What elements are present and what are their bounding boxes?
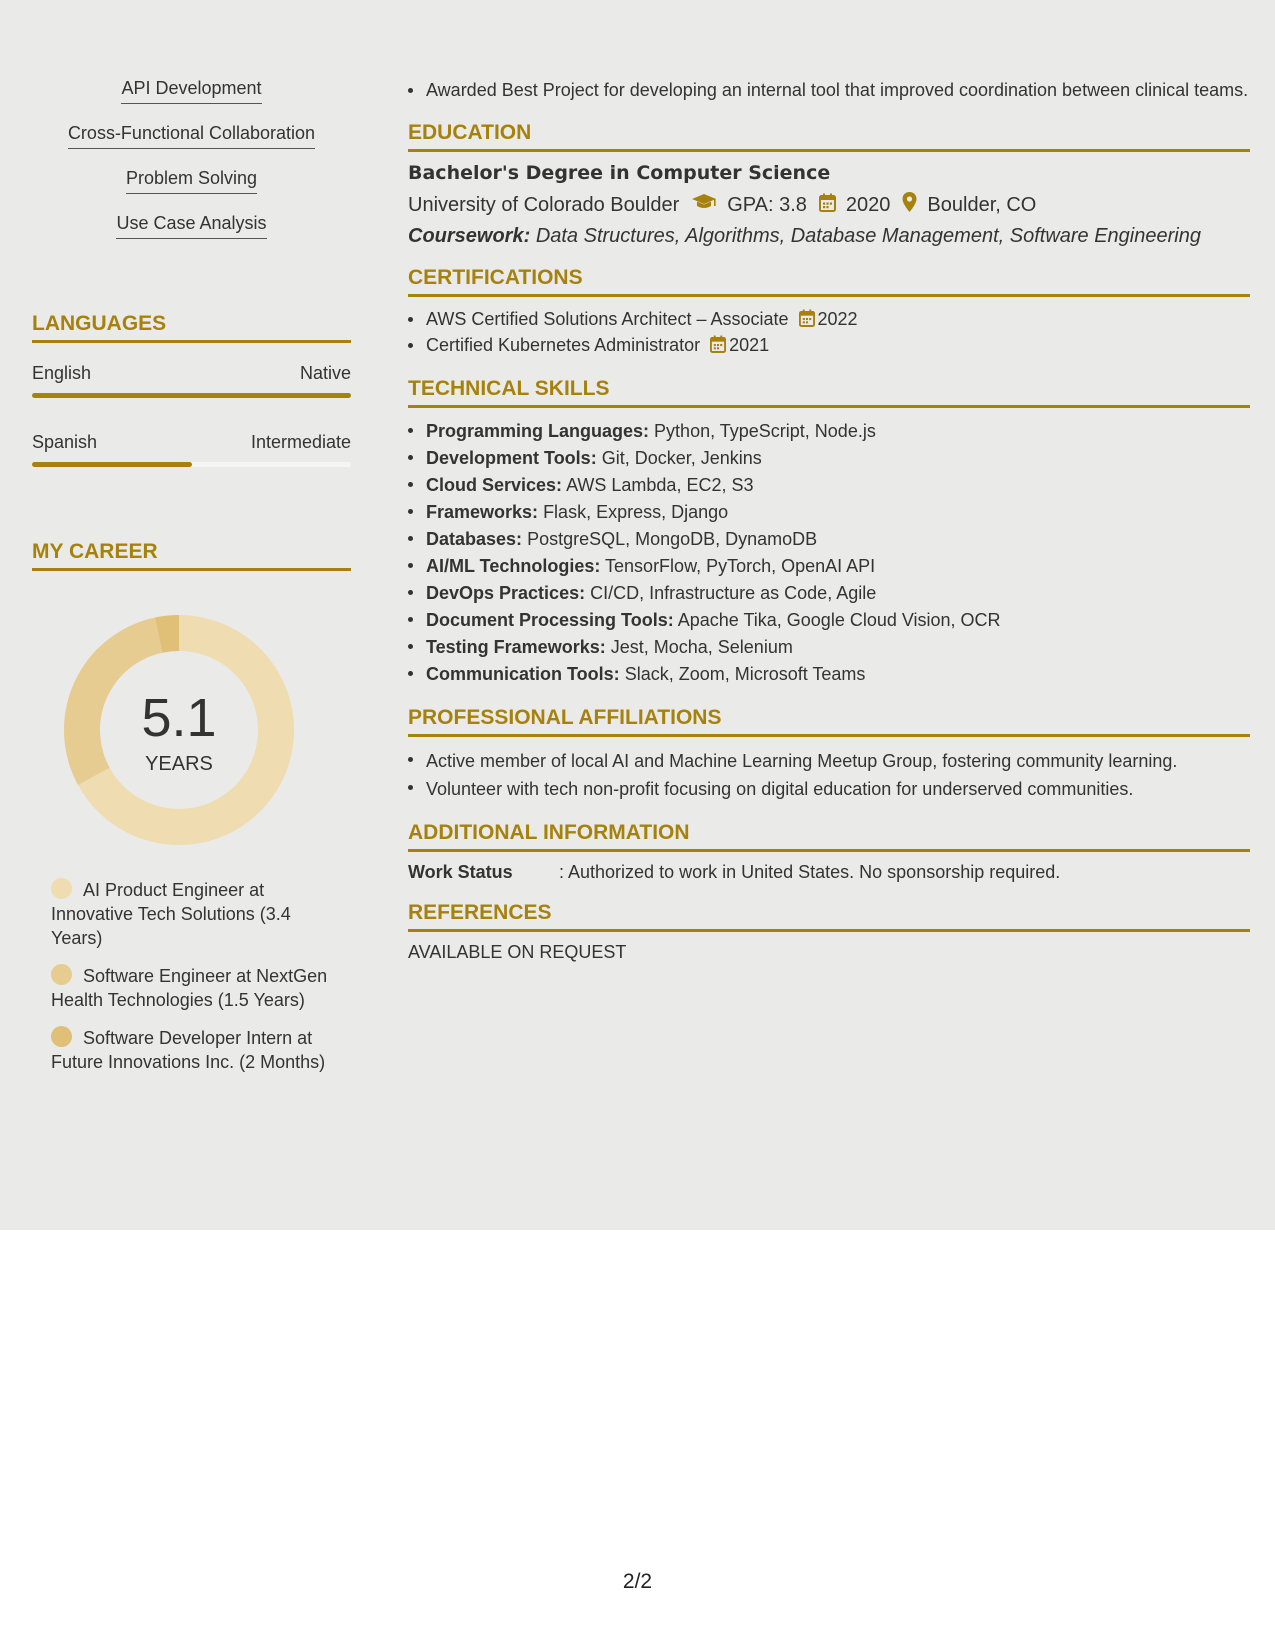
- certification-year: 2022: [817, 309, 858, 329]
- language-item: [32, 432, 351, 467]
- calendar-icon: [799, 309, 815, 333]
- career-legend: [51, 878, 331, 1074]
- coursework-label: Coursework:: [408, 225, 531, 247]
- career-heading: MY CAREER: [32, 540, 351, 571]
- skill-values: Apache Tika, Google Cloud Vision, OCR: [677, 610, 1001, 630]
- legend-dot: [51, 1026, 72, 1047]
- technical-skill-item: [408, 553, 1250, 580]
- language-bar: [32, 462, 351, 467]
- school-location: Boulder, CO: [927, 193, 1037, 216]
- language-bar-fill: [32, 462, 192, 467]
- legend-dot: [51, 878, 72, 899]
- legend-item: [51, 1026, 331, 1074]
- certification-year: 2021: [729, 335, 770, 355]
- technical-skill-item: [408, 445, 1250, 472]
- language-item: [32, 363, 351, 398]
- work-status-label: Work Status: [408, 862, 513, 882]
- language-name: Spanish: [32, 432, 98, 452]
- skill-values: Slack, Zoom, Microsoft Teams: [624, 664, 866, 684]
- skill-values: Git, Docker, Jenkins: [601, 448, 762, 468]
- legend-item: [51, 878, 331, 950]
- skill-category: Databases:: [426, 529, 523, 549]
- skill-category: Frameworks:: [426, 502, 539, 522]
- affiliations-heading: PROFESSIONAL AFFILIATIONS: [408, 706, 1250, 737]
- language-bar-fill: [32, 393, 351, 398]
- language-level: Intermediate: [250, 432, 351, 452]
- legend-item: [51, 964, 331, 1012]
- skill-values: Jest, Mocha, Selenium: [610, 637, 793, 657]
- technical-skill-item: [408, 661, 1250, 688]
- coursework: [408, 225, 1250, 248]
- career-total-unit: YEARS: [145, 753, 213, 775]
- right-column: [408, 78, 1250, 963]
- legend-dot: [51, 964, 72, 985]
- experience-bullet: Awarded Best Project for developing an internal tool that improved coordination between clinical teams.: [408, 78, 1250, 102]
- legend-label: Software Developer Intern at Future Innovations Inc. (2 Months): [51, 1028, 326, 1072]
- donut-segment-2: [159, 633, 179, 635]
- skill-category: DevOps Practices:: [426, 583, 586, 603]
- references-heading: REFERENCES: [408, 901, 1250, 932]
- skill-category: Programming Languages:: [426, 421, 650, 441]
- skill-values: TensorFlow, PyTorch, OpenAI API: [605, 556, 876, 576]
- left-column: [32, 78, 351, 1088]
- gpa: GPA: 3.8: [727, 193, 807, 216]
- experience-bullets: [408, 78, 1250, 102]
- certifications-list: [408, 307, 1250, 359]
- skill-values: PostgreSQL, MongoDB, DynamoDB: [527, 529, 818, 549]
- technical-skill-item: [408, 418, 1250, 445]
- skill-category: Document Processing Tools:: [426, 610, 674, 630]
- skill-category: Communication Tools:: [426, 664, 620, 684]
- affiliation-item: Volunteer with tech non-profit focusing on digital education for underserved communities.: [408, 775, 1250, 803]
- language-bar: [32, 393, 351, 398]
- affiliation-item: Active member of local AI and Machine Learning Meetup Group, fostering community learning.: [408, 747, 1250, 775]
- location-pin-icon: [902, 192, 917, 218]
- language-level: Native: [299, 363, 351, 383]
- career-donut-chart: [64, 615, 294, 845]
- coursework-list: Data Structures, Algorithms, Database Management, Software Engineering: [535, 225, 1201, 247]
- skill-tag: Use Case Analysis: [116, 213, 266, 239]
- skill-tag: Problem Solving: [126, 168, 257, 194]
- degree-title: Bachelor's Degree in Computer Science: [408, 162, 831, 184]
- school-name: University of Colorado Boulder: [408, 193, 680, 216]
- skill-values: Python, TypeScript, Node.js: [654, 421, 876, 441]
- skill-tag: Cross-Functional Collaboration: [68, 123, 315, 149]
- references-text: AVAILABLE ON REQUEST: [408, 942, 627, 962]
- skill-category: Cloud Services:: [426, 475, 563, 495]
- technical-skill-item: [408, 607, 1250, 634]
- graduation-cap-icon: [691, 193, 717, 217]
- calendar-icon: [819, 193, 836, 218]
- page-number: 2/2: [622, 1570, 653, 1593]
- skill-tag: API Development: [121, 78, 261, 104]
- career-total-value: 5.1: [141, 688, 217, 748]
- skills-list: [32, 78, 351, 258]
- skill-values: AWS Lambda, EC2, S3: [566, 475, 754, 495]
- legend-label: Software Engineer at NextGen Health Technologies (1.5 Years): [51, 966, 328, 1010]
- education-meta: [408, 192, 1250, 218]
- certifications-heading: CERTIFICATIONS: [408, 266, 1250, 297]
- skill-values: CI/CD, Infrastructure as Code, Agile: [590, 583, 877, 603]
- skill-values: Flask, Express, Django: [543, 502, 729, 522]
- skill-category: AI/ML Technologies:: [426, 556, 601, 576]
- graduation-year: 2020: [845, 193, 891, 216]
- certification-item: [408, 307, 1250, 333]
- technical-skill-item: [408, 634, 1250, 661]
- languages-heading: LANGUAGES: [32, 312, 351, 343]
- language-name: English: [32, 363, 92, 383]
- work-status-row: [408, 862, 1250, 883]
- skill-category: Development Tools:: [426, 448, 597, 468]
- work-status-value: : Authorized to work in United States. No sponsorship required.: [559, 862, 1061, 882]
- certification-name: Certified Kubernetes Administrator: [426, 335, 701, 355]
- education-heading: EDUCATION: [408, 121, 1250, 152]
- technical-skill-item: [408, 526, 1250, 553]
- technical-skills-heading: TECHNICAL SKILLS: [408, 377, 1250, 408]
- technical-skill-item: [408, 472, 1250, 499]
- certification-item: [408, 333, 1250, 359]
- legend-label: AI Product Engineer at Innovative Tech Solutions (3.4 Years): [51, 880, 291, 948]
- skill-category: Testing Frameworks:: [426, 637, 606, 657]
- certification-name: AWS Certified Solutions Architect – Associate: [426, 309, 789, 329]
- technical-skills-list: [408, 418, 1250, 688]
- additional-info-heading: ADDITIONAL INFORMATION: [408, 821, 1250, 852]
- affiliations-list: [408, 747, 1250, 803]
- calendar-icon: [710, 335, 726, 359]
- technical-skill-item: [408, 499, 1250, 526]
- technical-skill-item: [408, 580, 1250, 607]
